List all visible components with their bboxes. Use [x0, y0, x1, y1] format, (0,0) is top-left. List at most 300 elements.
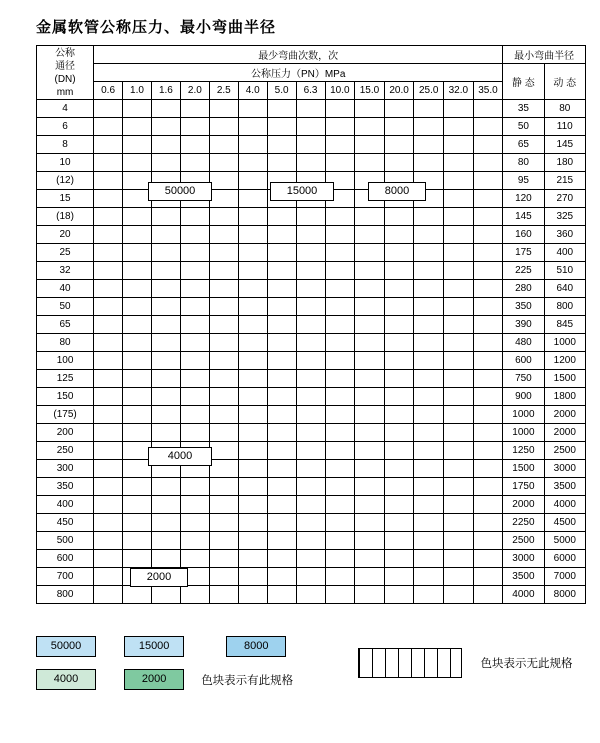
static-radius-value: 600: [503, 352, 544, 370]
static-radius-value: 1000: [503, 406, 544, 424]
grid-cell: [325, 352, 355, 370]
static-radius-value: 1500: [503, 460, 544, 478]
grid-cell: [444, 514, 474, 532]
grid-cell: [296, 514, 325, 532]
table-body: [37, 100, 586, 604]
table-row: [37, 118, 586, 136]
grid-cell: [473, 352, 503, 370]
dynamic-radius-value: 640: [544, 280, 585, 298]
grid-cell: [325, 496, 355, 514]
grid-cell: [180, 370, 209, 388]
grid-cell: [444, 550, 474, 568]
dynamic-header: 动 态: [544, 64, 585, 100]
grid-cell: [94, 496, 123, 514]
grid-cell: [94, 424, 123, 442]
grid-cell: [473, 496, 503, 514]
grid-cell: [123, 208, 152, 226]
grid-cell: [209, 172, 238, 190]
table-row: [37, 316, 586, 334]
grid-cell: [123, 478, 152, 496]
grid-cell: [94, 136, 123, 154]
grid-cell: [325, 316, 355, 334]
grid-cell: [238, 244, 267, 262]
grid-cell: [296, 460, 325, 478]
grid-cell: [267, 442, 296, 460]
grid-cell: [238, 550, 267, 568]
grid-cell: [94, 442, 123, 460]
grid-cell: [473, 334, 503, 352]
grid-cell: [238, 460, 267, 478]
grid-cell: [473, 226, 503, 244]
grid-cell: [325, 532, 355, 550]
grid-cell: [444, 280, 474, 298]
grid-cell: [473, 532, 503, 550]
grid-cell: [180, 334, 209, 352]
grid-cell: [151, 406, 180, 424]
dynamic-radius-value: 510: [544, 262, 585, 280]
dn-value: 600: [37, 550, 94, 568]
grid-cell: [267, 208, 296, 226]
table-row: [37, 154, 586, 172]
grid-cell: [267, 586, 296, 604]
grid-cell: [151, 118, 180, 136]
grid-cell: [267, 226, 296, 244]
grid-cell: [444, 442, 474, 460]
grid-cell: [444, 568, 474, 586]
grid-cell: [325, 388, 355, 406]
grid-cell: [123, 586, 152, 604]
pressure-col-header: 4.0: [238, 82, 267, 100]
dn-value: 8: [37, 136, 94, 154]
table-row: [37, 496, 586, 514]
grid-cell: [414, 244, 444, 262]
grid-cell: [123, 514, 152, 532]
grid-cell: [444, 586, 474, 604]
grid-cell: [444, 262, 474, 280]
grid-cell: [473, 154, 503, 172]
grid-cell: [444, 370, 474, 388]
grid-cell: [414, 424, 444, 442]
grid-cell: [94, 316, 123, 334]
grid-cell: [209, 334, 238, 352]
grid-cell: [123, 334, 152, 352]
static-radius-value: 350: [503, 298, 544, 316]
grid-cell: [267, 118, 296, 136]
grid-cell: [209, 424, 238, 442]
grid-cell: [267, 352, 296, 370]
grid-cell: [267, 478, 296, 496]
grid-cell: [296, 154, 325, 172]
grid-cell: [355, 244, 385, 262]
grid-cell: [238, 388, 267, 406]
grid-cell: [151, 262, 180, 280]
grid-cell: [123, 550, 152, 568]
static-radius-value: 145: [503, 208, 544, 226]
grid-cell: [209, 298, 238, 316]
grid-cell: [209, 136, 238, 154]
grid-cell: [180, 406, 209, 424]
legend-box-4000: 4000: [36, 669, 96, 690]
grid-cell: [267, 406, 296, 424]
grid-cell: [473, 100, 503, 118]
legend-white: [358, 648, 572, 678]
legend-box-15000: 15000: [124, 636, 184, 657]
legend-box-2000: 2000: [124, 669, 184, 690]
grid-cell: [151, 424, 180, 442]
table-row: [37, 334, 586, 352]
pressure-col-header: 1.6: [151, 82, 180, 100]
spec-table: [36, 45, 586, 604]
static-radius-value: 50: [503, 118, 544, 136]
grid-cell: [267, 154, 296, 172]
dynamic-radius-value: 4000: [544, 496, 585, 514]
grid-cell: [123, 226, 152, 244]
grid-cell: [94, 154, 123, 172]
grid-cell: [209, 478, 238, 496]
grid-cell: [325, 586, 355, 604]
grid-cell: [473, 460, 503, 478]
grid-cell: [473, 586, 503, 604]
table-row: [37, 532, 586, 550]
grid-cell: [238, 424, 267, 442]
static-radius-value: 95: [503, 172, 544, 190]
bend-radius-header: 最小弯曲半径: [503, 46, 586, 64]
grid-cell: [151, 352, 180, 370]
grid-cell: [123, 370, 152, 388]
grid-cell: [94, 280, 123, 298]
grid-cell: [123, 118, 152, 136]
dynamic-radius-value: 215: [544, 172, 585, 190]
grid-cell: [325, 568, 355, 586]
grid-cell: [296, 136, 325, 154]
table-header: [37, 46, 586, 100]
grid-cell: [180, 550, 209, 568]
grid-cell: [414, 514, 444, 532]
dynamic-radius-value: 360: [544, 226, 585, 244]
grid-cell: [123, 136, 152, 154]
grid-cell: [325, 226, 355, 244]
grid-cell: [180, 208, 209, 226]
grid-cell: [444, 460, 474, 478]
dynamic-radius-value: 3500: [544, 478, 585, 496]
grid-cell: [325, 208, 355, 226]
grid-cell: [267, 136, 296, 154]
grid-cell: [238, 406, 267, 424]
overlay-value: 15000: [270, 182, 334, 201]
grid-cell: [444, 172, 474, 190]
grid-cell: [473, 316, 503, 334]
grid-cell: [473, 244, 503, 262]
grid-cell: [296, 568, 325, 586]
grid-cell: [209, 550, 238, 568]
grid-cell: [267, 514, 296, 532]
dynamic-radius-value: 800: [544, 298, 585, 316]
grid-cell: [325, 118, 355, 136]
header-row-1: [37, 46, 586, 64]
grid-cell: [151, 280, 180, 298]
grid-cell: [325, 298, 355, 316]
grid-cell: [414, 280, 444, 298]
static-radius-value: 65: [503, 136, 544, 154]
dynamic-radius-value: 1000: [544, 334, 585, 352]
grid-cell: [355, 262, 385, 280]
grid-cell: [473, 208, 503, 226]
grid-cell: [94, 262, 123, 280]
pressure-col-header: 32.0: [444, 82, 474, 100]
grid-cell: [238, 280, 267, 298]
grid-cell: [325, 262, 355, 280]
grid-cell: [384, 244, 414, 262]
pressure-header: 公称压力（PN）MPa: [94, 64, 503, 82]
grid-cell: [384, 226, 414, 244]
grid-cell: [123, 424, 152, 442]
grid-cell: [180, 586, 209, 604]
grid-cell: [238, 136, 267, 154]
grid-cell: [384, 478, 414, 496]
bend-count-header: 最少弯曲次数，次: [94, 46, 503, 64]
grid-cell: [473, 406, 503, 424]
grid-cell: [209, 442, 238, 460]
grid-cell: [355, 568, 385, 586]
dn-value: 15: [37, 190, 94, 208]
grid-cell: [444, 298, 474, 316]
dn-value: 65: [37, 316, 94, 334]
grid-cell: [296, 550, 325, 568]
grid-cell: [355, 478, 385, 496]
grid-cell: [180, 352, 209, 370]
grid-cell: [267, 262, 296, 280]
grid-cell: [94, 478, 123, 496]
grid-cell: [444, 352, 474, 370]
grid-cell: [151, 316, 180, 334]
grid-cell: [414, 352, 444, 370]
grid-cell: [355, 460, 385, 478]
grid-cell: [151, 154, 180, 172]
dn-value: 100: [37, 352, 94, 370]
static-radius-value: 225: [503, 262, 544, 280]
white-swatch-icon: [358, 648, 462, 678]
grid-cell: [151, 550, 180, 568]
dynamic-radius-value: 845: [544, 316, 585, 334]
grid-cell: [296, 388, 325, 406]
pressure-col-header: 15.0: [355, 82, 385, 100]
dynamic-radius-value: 3000: [544, 460, 585, 478]
static-radius-value: 35: [503, 100, 544, 118]
dynamic-radius-value: 180: [544, 154, 585, 172]
grid-cell: [296, 352, 325, 370]
grid-cell: [384, 370, 414, 388]
grid-cell: [94, 406, 123, 424]
dn-value: 6: [37, 118, 94, 136]
grid-cell: [94, 244, 123, 262]
grid-cell: [325, 280, 355, 298]
grid-cell: [444, 388, 474, 406]
grid-cell: [180, 478, 209, 496]
table-row: [37, 460, 586, 478]
pressure-col-header: 5.0: [267, 82, 296, 100]
dn-value: 125: [37, 370, 94, 388]
grid-cell: [296, 532, 325, 550]
grid-cell: [355, 442, 385, 460]
grid-cell: [444, 244, 474, 262]
table-row: [37, 406, 586, 424]
grid-cell: [355, 154, 385, 172]
grid-cell: [238, 496, 267, 514]
dynamic-radius-value: 1200: [544, 352, 585, 370]
grid-cell: [209, 370, 238, 388]
grid-cell: [238, 172, 267, 190]
grid-cell: [384, 352, 414, 370]
grid-cell: [444, 478, 474, 496]
grid-cell: [238, 478, 267, 496]
grid-cell: [444, 424, 474, 442]
grid-cell: [151, 244, 180, 262]
grid-cell: [151, 136, 180, 154]
static-radius-value: 750: [503, 370, 544, 388]
grid-cell: [94, 370, 123, 388]
dynamic-radius-value: 1800: [544, 388, 585, 406]
pressure-col-header: 10.0: [325, 82, 355, 100]
dn-value: 250: [37, 442, 94, 460]
grid-cell: [296, 370, 325, 388]
grid-cell: [94, 514, 123, 532]
grid-cell: [180, 262, 209, 280]
pressure-col-header: 35.0: [473, 82, 503, 100]
grid-cell: [414, 478, 444, 496]
grid-cell: [384, 586, 414, 604]
grid-cell: [414, 442, 444, 460]
table-row: [37, 208, 586, 226]
grid-cell: [473, 118, 503, 136]
overlay-value: 8000: [368, 182, 426, 201]
dynamic-radius-value: 400: [544, 244, 585, 262]
grid-cell: [444, 532, 474, 550]
dynamic-radius-value: 1500: [544, 370, 585, 388]
grid-cell: [180, 154, 209, 172]
grid-cell: [414, 208, 444, 226]
grid-cell: [384, 334, 414, 352]
table-row: [37, 352, 586, 370]
dynamic-radius-value: 80: [544, 100, 585, 118]
grid-cell: [209, 100, 238, 118]
grid-cell: [473, 478, 503, 496]
grid-cell: [355, 352, 385, 370]
grid-cell: [414, 568, 444, 586]
grid-cell: [444, 334, 474, 352]
dn-value: 25: [37, 244, 94, 262]
grid-cell: [267, 424, 296, 442]
grid-cell: [94, 586, 123, 604]
static-radius-value: 2500: [503, 532, 544, 550]
grid-cell: [296, 496, 325, 514]
table-row: [37, 568, 586, 586]
table-row: [37, 298, 586, 316]
grid-cell: [355, 370, 385, 388]
table-row: [37, 136, 586, 154]
grid-cell: [267, 334, 296, 352]
grid-cell: [180, 298, 209, 316]
grid-cell: [151, 334, 180, 352]
grid-cell: [209, 262, 238, 280]
grid-cell: [209, 496, 238, 514]
grid-cell: [414, 136, 444, 154]
grid-cell: [209, 406, 238, 424]
grid-cell: [94, 208, 123, 226]
static-radius-value: 1000: [503, 424, 544, 442]
dynamic-radius-value: 5000: [544, 532, 585, 550]
pressure-col-header: 25.0: [414, 82, 444, 100]
grid-cell: [325, 514, 355, 532]
grid-cell: [123, 532, 152, 550]
page-title: 金属软管公称压力、最小弯曲半径: [36, 18, 277, 36]
grid-cell: [180, 388, 209, 406]
grid-cell: [384, 154, 414, 172]
grid-cell: [180, 100, 209, 118]
grid-cell: [267, 532, 296, 550]
grid-cell: [94, 352, 123, 370]
grid-cell: [384, 100, 414, 118]
grid-cell: [238, 568, 267, 586]
grid-cell: [267, 388, 296, 406]
static-radius-value: 390: [503, 316, 544, 334]
dynamic-radius-value: 325: [544, 208, 585, 226]
table-row: [37, 424, 586, 442]
grid-cell: [94, 334, 123, 352]
grid-cell: [325, 550, 355, 568]
grid-cell: [473, 190, 503, 208]
grid-cell: [444, 226, 474, 244]
dn-header-line-3: (DN): [54, 73, 76, 85]
table-row: [37, 370, 586, 388]
grid-cell: [355, 208, 385, 226]
grid-cell: [123, 262, 152, 280]
grid-cell: [209, 280, 238, 298]
grid-cell: [325, 334, 355, 352]
grid-cell: [238, 352, 267, 370]
static-radius-value: 2000: [503, 496, 544, 514]
static-radius-value: 1250: [503, 442, 544, 460]
grid-cell: [267, 568, 296, 586]
grid-cell: [414, 262, 444, 280]
grid-cell: [209, 532, 238, 550]
grid-cell: [384, 298, 414, 316]
grid-cell: [414, 388, 444, 406]
grid-cell: [355, 136, 385, 154]
grid-cell: [296, 208, 325, 226]
dn-value: 50: [37, 298, 94, 316]
static-radius-value: 80: [503, 154, 544, 172]
grid-cell: [414, 370, 444, 388]
dn-value: 700: [37, 568, 94, 586]
grid-cell: [355, 100, 385, 118]
grid-cell: [238, 118, 267, 136]
grid-cell: [384, 442, 414, 460]
dn-header-line-2: 通径: [55, 60, 76, 72]
grid-cell: [123, 154, 152, 172]
grid-cell: [473, 442, 503, 460]
table-row: [37, 442, 586, 460]
legend-color-note: 色块表示有此规格: [201, 674, 294, 687]
static-radius-value: 480: [503, 334, 544, 352]
grid-cell: [355, 406, 385, 424]
dynamic-radius-value: 2000: [544, 406, 585, 424]
grid-cell: [267, 280, 296, 298]
static-radius-value: 175: [503, 244, 544, 262]
grid-cell: [209, 244, 238, 262]
grid-cell: [209, 568, 238, 586]
grid-cell: [325, 424, 355, 442]
legend-box-50000: 50000: [36, 636, 96, 657]
